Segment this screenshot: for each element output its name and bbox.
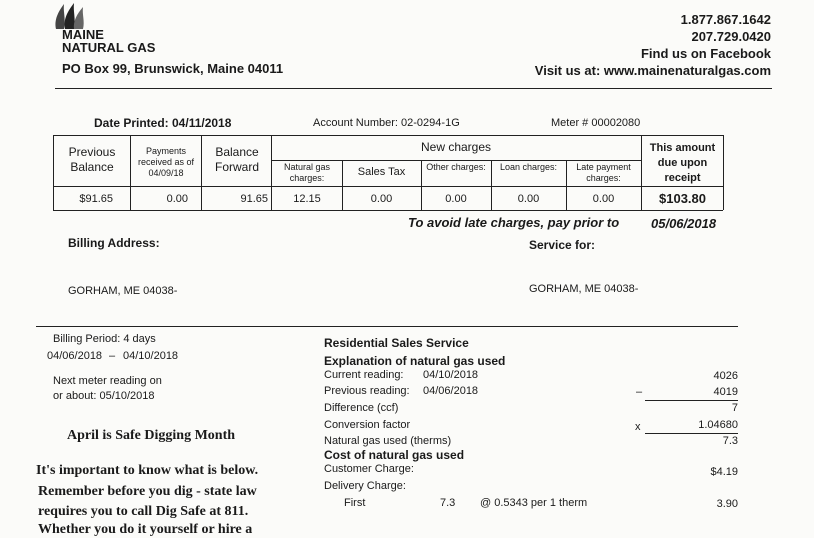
- billing-period-label: Billing Period: 4 days: [53, 333, 156, 345]
- value-loan-charges: 0.00: [517, 193, 540, 205]
- phone-1: 1.877.867.1642: [680, 12, 771, 27]
- header-sales-tax: Sales Tax: [357, 166, 406, 178]
- customer-charge-value: $4.19: [710, 466, 738, 478]
- value-previous-balance: $91.65: [79, 193, 113, 205]
- promo-title: April is Safe Digging Month: [67, 428, 236, 443]
- promo-line1: It's important to know what is below.: [36, 463, 259, 478]
- section-divider: [36, 326, 738, 327]
- website-text: Visit us at: www.mainenaturalgas.com: [534, 63, 771, 78]
- first-tier-rate: @ 0.5343 per 1 therm: [480, 497, 588, 509]
- header-divider: [55, 88, 772, 89]
- value-sales-tax: 0.00: [370, 193, 393, 205]
- value-natural-gas-charges: 12.15: [293, 193, 321, 205]
- value-balance-forward: 91.65: [240, 193, 268, 205]
- header-payments-received: Payments received as of 04/09/18: [137, 146, 195, 178]
- customer-charge-label: Customer Charge:: [324, 463, 414, 475]
- difference-value: 7: [731, 402, 738, 414]
- difference-label: Difference (ccf): [324, 402, 399, 414]
- conversion-label: Conversion factor: [324, 419, 411, 431]
- billing-period-end: 04/10/2018: [123, 350, 179, 362]
- next-reading-line1: Next meter reading on: [53, 375, 162, 387]
- header-previous-balance: Previous Balance: [68, 145, 116, 174]
- promo-line2: Remember before you dig - state law: [38, 484, 257, 499]
- billing-address-label: Billing Address:: [68, 236, 160, 250]
- meter-number: Meter # 00002080: [551, 117, 641, 129]
- service-for-city: GORHAM, ME 04038-: [529, 283, 639, 295]
- service-for-label: Service for:: [529, 238, 596, 252]
- cost-title: Cost of natural gas used: [324, 448, 465, 462]
- company-name-line2: NATURAL GAS: [62, 40, 156, 55]
- facebook-text: Find us on Facebook: [640, 46, 771, 61]
- value-payments-received: 0.00: [166, 193, 188, 205]
- subtotal-line-1: [645, 400, 738, 401]
- times-sign: x: [635, 421, 641, 433]
- billing-period-dash: –: [109, 350, 116, 362]
- header-balance-forward: Balance Forward: [214, 145, 259, 174]
- value-amount-due: $103.80: [659, 191, 706, 206]
- explanation-title: Explanation of natural gas used: [324, 354, 506, 368]
- next-reading-line2: or about: 05/10/2018: [53, 390, 155, 402]
- delivery-charge-label: Delivery Charge:: [324, 480, 406, 492]
- header-natural-gas-charges: Natural gas charges:: [283, 162, 331, 183]
- header-late-payment-charges: Late payment charges:: [576, 162, 631, 183]
- header-amount-due: This amount due upon receipt: [649, 142, 716, 184]
- previous-reading-label: Previous reading:: [324, 385, 410, 397]
- previous-reading-value: 4019: [713, 386, 738, 398]
- promo-line4: Whether you do it yourself or hire a: [38, 522, 253, 537]
- current-reading-date: 04/10/2018: [423, 369, 479, 381]
- first-tier-label: First: [344, 497, 366, 509]
- minus-sign: –: [636, 386, 643, 398]
- current-reading-label: Current reading:: [324, 369, 404, 381]
- therms-label: Natural gas used (therms): [324, 435, 452, 447]
- previous-reading-date: 04/06/2018: [423, 385, 479, 397]
- date-printed: Date Printed: 04/11/2018: [94, 116, 232, 130]
- account-number: Account Number: 02-0294-1G: [313, 117, 460, 129]
- late-notice-date: 05/06/2018: [651, 216, 717, 231]
- header-loan-charges: Loan charges:: [499, 162, 558, 172]
- header-new-charges: New charges: [420, 140, 492, 154]
- therms-value: 7.3: [722, 435, 738, 447]
- current-reading-value: 4026: [713, 370, 738, 382]
- header-other-charges: Other charges:: [426, 162, 486, 172]
- phone-2: 207.729.0420: [691, 29, 771, 44]
- promo-line3: requires you to call Dig Safe at 811.: [38, 504, 249, 519]
- company-address: PO Box 99, Brunswick, Maine 04011: [62, 61, 284, 76]
- billing-address-city: GORHAM, ME 04038-: [68, 285, 178, 297]
- billing-period-start: 04/06/2018: [47, 350, 103, 362]
- flame-logo-icon: [52, 2, 92, 30]
- late-notice-text: To avoid late charges, pay prior to: [408, 215, 620, 230]
- first-tier-value: 3.90: [716, 498, 738, 510]
- conversion-value: 1.04680: [698, 419, 738, 431]
- company-name-line1: MAINE: [62, 27, 104, 42]
- service-title: Residential Sales Service: [324, 336, 469, 350]
- subtotal-line-2: [645, 433, 738, 434]
- first-tier-qty: 7.3: [440, 497, 456, 509]
- value-other-charges: 0.00: [445, 193, 467, 205]
- value-late-payment-charges: 0.00: [592, 193, 615, 205]
